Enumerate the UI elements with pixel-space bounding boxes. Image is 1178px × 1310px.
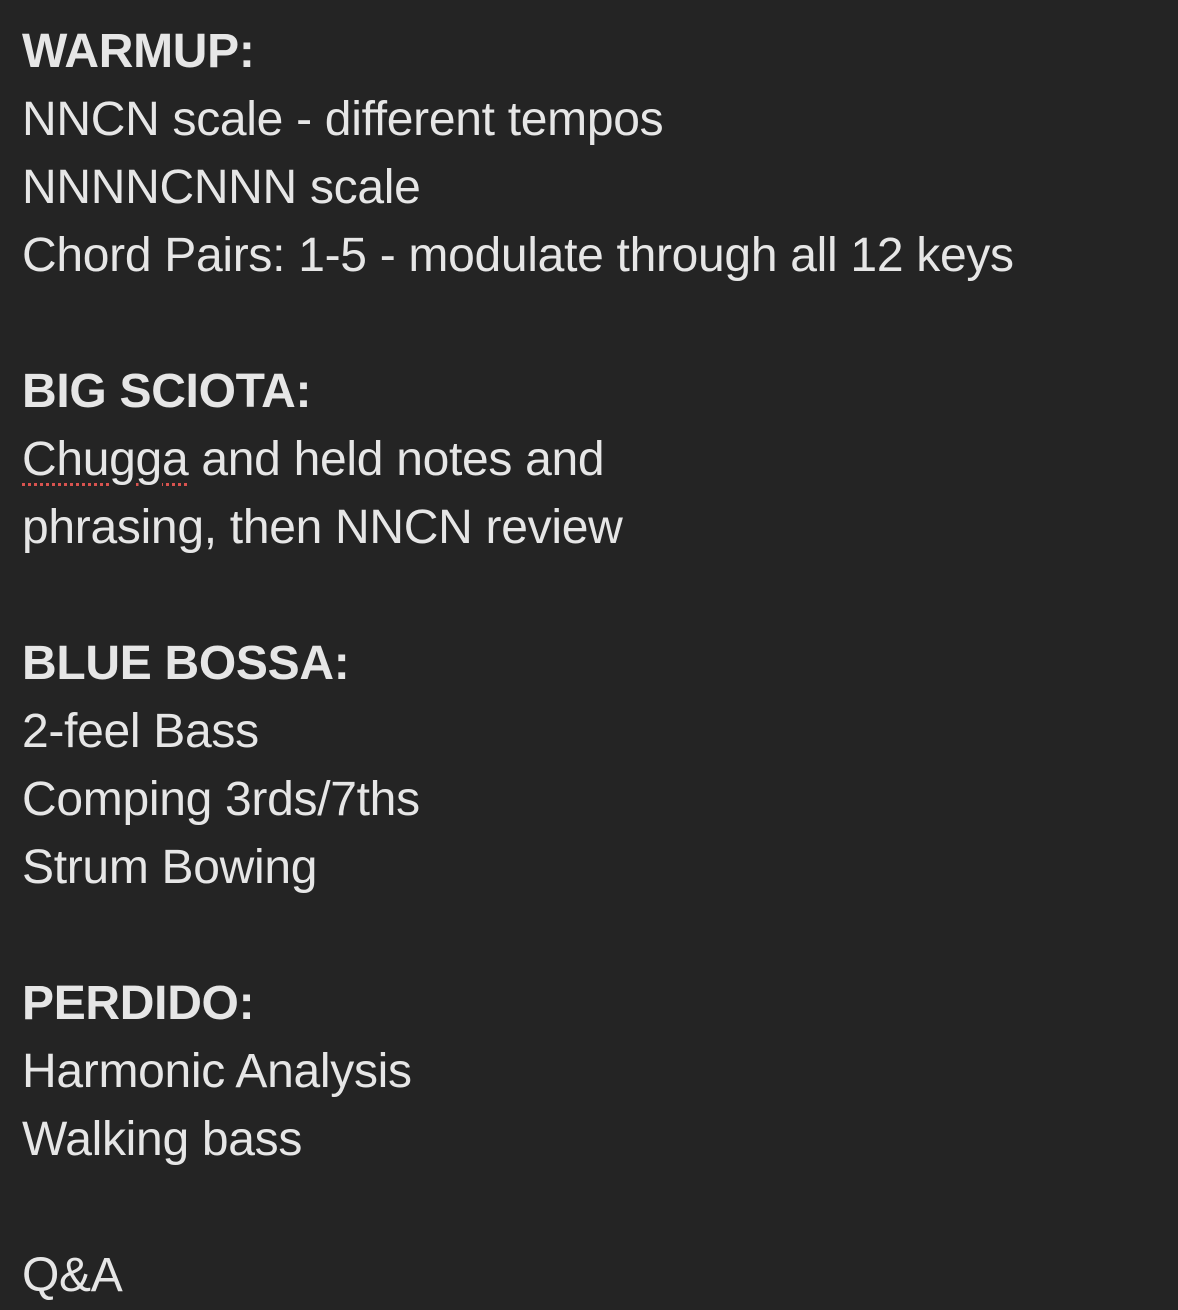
note-body[interactable] bbox=[22, 18, 1162, 1310]
note-line: Comping 3rds/7ths bbox=[22, 773, 420, 826]
section-heading-big-sciota: BIG SCIOTA: bbox=[22, 365, 312, 418]
note-line: NNNNCNNN scale bbox=[22, 161, 421, 214]
section-heading-blue-bossa: BLUE BOSSA: bbox=[22, 637, 350, 690]
blank-line bbox=[22, 290, 1162, 358]
note-line-text: and held notes and bbox=[188, 433, 605, 486]
note-line bbox=[22, 426, 1162, 494]
note-line: phrasing, then NNCN review bbox=[22, 501, 623, 554]
closing-line: Q&A bbox=[22, 1249, 123, 1302]
section-heading-perdido: PERDIDO: bbox=[22, 977, 255, 1030]
note-line: Harmonic Analysis bbox=[22, 1045, 412, 1098]
blank-line bbox=[22, 902, 1162, 970]
note-line: Chord Pairs: 1-5 - modulate through all 12 keys bbox=[22, 229, 1014, 282]
misspelled-word[interactable]: Chugga bbox=[22, 433, 189, 486]
note-line: Walking bass bbox=[22, 1113, 303, 1166]
note-line: NNCN scale - different tempos bbox=[22, 93, 664, 146]
note-line: Strum Bowing bbox=[22, 841, 318, 894]
section-heading-warmup: WARMUP: bbox=[22, 25, 255, 78]
blank-line bbox=[22, 1174, 1162, 1242]
note-line: 2-feel Bass bbox=[22, 705, 259, 758]
blank-line bbox=[22, 562, 1162, 630]
